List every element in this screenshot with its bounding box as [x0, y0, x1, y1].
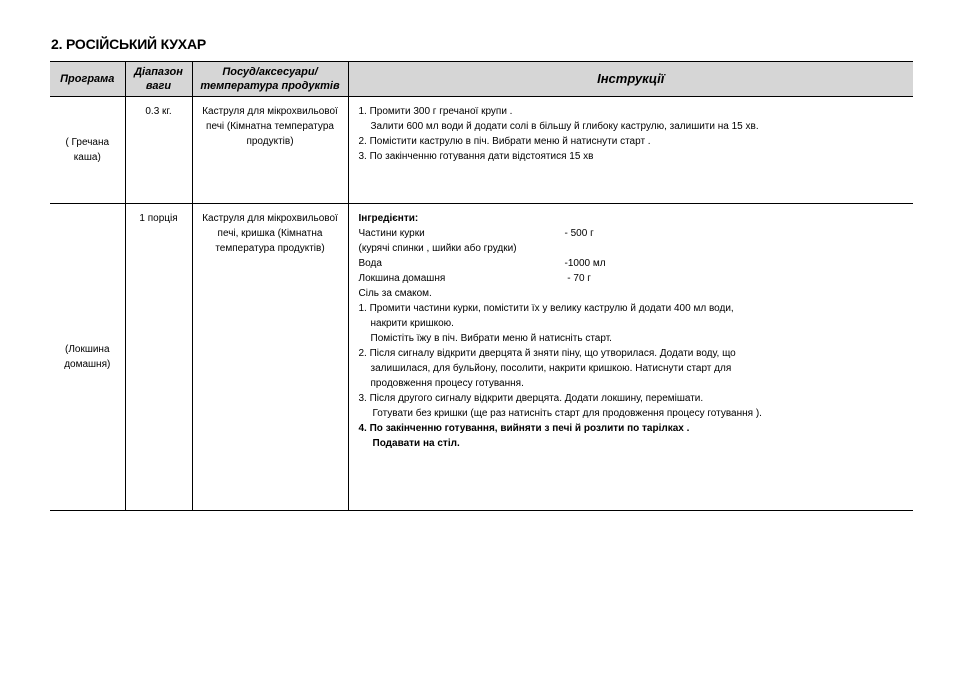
instruction-line: 1. Промити частини курки, помістити їх у велику каструлю й додати 400 мл води,	[358, 303, 734, 314]
ingredient-row	[359, 226, 906, 241]
header-program: Програма	[50, 62, 125, 97]
header-weight-range: Діапазон ваги	[125, 62, 192, 97]
table-row	[50, 97, 913, 204]
recipe-table	[50, 61, 913, 511]
instructions-cell	[348, 204, 913, 511]
instruction-line: накрити кришкою.	[370, 318, 454, 329]
instruction-line: Залити 600 мл води й додати солі в більшу й глибоку каструлю, залишити на 15 хв.	[370, 121, 759, 132]
table-row	[50, 204, 913, 511]
ingredient-row	[359, 286, 906, 301]
ingredient-row	[359, 271, 906, 286]
instruction-line: Подавати на стіл.	[372, 438, 460, 449]
header-dishes: Посуд/аксесуари/ температура продуктів	[192, 62, 348, 97]
instruction-line: 1. Промити 300 г гречаної крупи .	[358, 106, 513, 117]
ingredient-amount: -1000 мл	[564, 258, 606, 269]
instruction-line: залишилася, для бульйону, посолити, накрити кришкою. Натиснути старт для	[370, 363, 732, 374]
page-title: 2. РОСІЙСЬКИЙ КУХАР	[51, 36, 206, 52]
instruction-line: продовження процесу готування.	[370, 378, 524, 389]
ingredient-row	[359, 241, 906, 256]
instruction-line: 2. Помістити каструлю в піч. Вибрати меню й натиснути старт .	[358, 136, 651, 147]
table-header-row	[50, 62, 913, 97]
ingredient-name: Вода	[358, 258, 382, 269]
header-instructions: Інструкції	[348, 62, 913, 97]
program-cell: (Локшина домашня)	[50, 204, 125, 511]
ingredient-name: Сіль за смаком.	[358, 288, 432, 299]
ingredient-name: Частини курки	[358, 228, 425, 239]
ingredient-amount: - 70 г	[564, 273, 591, 284]
ingredient-name: Локшина домашня	[358, 273, 446, 284]
instruction-line: Готувати без кришки (ще раз натисніть старт для продовження процесу готування ).	[372, 408, 762, 419]
ingredients-title: Інгредієнти:	[358, 213, 419, 224]
weight-cell: 1 порція	[125, 204, 192, 511]
instructions-cell	[348, 97, 913, 204]
instruction-line: Помістіть їжу в піч. Вибрати меню й натисніть старт.	[370, 333, 612, 344]
instruction-line: 2. Після сигналу відкрити дверцята й зняти піну, що утворилася. Додати воду, що	[358, 348, 736, 359]
program-cell: ( Гречана каша)	[50, 97, 125, 204]
dishes-cell: Каструля для мікрохвильової печі (Кімнатна температура продуктів)	[192, 97, 348, 204]
instruction-line: 3. По закінченню готування дати відстоятися 15 хв	[358, 151, 594, 162]
ingredient-row	[359, 256, 906, 271]
instruction-line: 3. Після другого сигналу відкрити дверцята. Додати локшину, перемішати.	[358, 393, 704, 404]
dishes-cell: Каструля для мікрохвильової печі, кришка (Кімнатна температура продуктів)	[192, 204, 348, 511]
instruction-line: 4. По закінченню готування, вийняти з печі й розлити по тарілках .	[358, 423, 690, 434]
ingredient-amount: - 500 г	[564, 228, 594, 239]
weight-cell: 0.3 кг.	[125, 97, 192, 204]
ingredient-name: (курячі спинки , шийки або грудки)	[358, 243, 517, 254]
